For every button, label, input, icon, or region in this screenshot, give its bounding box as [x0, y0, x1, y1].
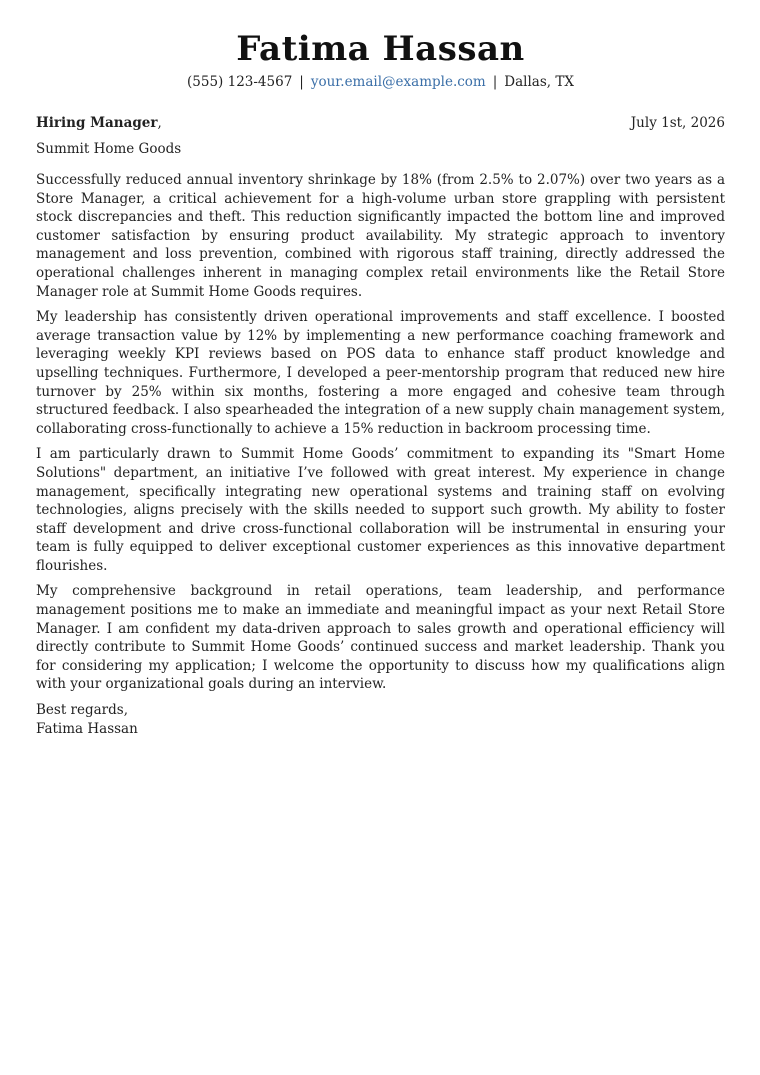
- company-name: Summit Home Goods: [36, 141, 182, 157]
- letter-date: July 1st, 2026: [630, 115, 725, 131]
- body-paragraph: My comprehensive background in retail operations, team leadership, and performance management positions me to make an immediate and meaningful impact as your next Retail Store Manager. I am confident my data-driven approach to sales growth and operational efficiency will directly contribute to Summit Home Goods’ continued success and market leadership. Thank you for considering my application; I welcome the opportunity to discuss how my qualifications align with your organizational goals during an interview.: [36, 583, 725, 693]
- location: Dallas, TX: [504, 74, 574, 90]
- recipient-block: [36, 114, 162, 132]
- closing-phrase: Best regards,: [36, 702, 129, 719]
- closing-block: [36, 701, 725, 738]
- signature-name: Fatima Hassan: [36, 720, 138, 737]
- applicant-name: Fatima Hassan: [236, 29, 525, 69]
- recipient-suffix: ,: [157, 115, 162, 131]
- contact-separator: |: [492, 74, 498, 90]
- recipient-name: Hiring Manager: [36, 115, 158, 131]
- cover-letter-page: [36, 0, 725, 738]
- letter-body: [36, 171, 725, 694]
- salutation-row: [36, 114, 725, 132]
- body-paragraph: My leadership has consistently driven operational improvements and staff excellence. I boosted average transaction value by 12% by implementing a new performance coaching framework and leveraging weekly KPI reviews based on POS data to enhance staff product knowledge and upselling techniques. Furthermore, I developed a peer-mentorship program that reduced new hire turnover by 25% within six months, fostering a more engaged and cohesive team through structured feedback. I also spearheaded the integration of a new supply chain management system, collaborating cross-functionally to achieve a 15% reduction in backroom processing time.: [36, 309, 725, 437]
- contact-line: [36, 73, 725, 91]
- contact-separator: |: [299, 74, 304, 90]
- body-paragraph: Successfully reduced annual inventory shrinkage by 18% (from 2.5% to 2.07%) over two years as a Store Manager, a critical achievement for a high-volume urban store grappling with persistent stock discrepancies and theft. This reduction significantly impacted the bottom line and improved customer satisfaction by ensuring product availability. My strategic approach to inventory management and loss prevention, combined with rigorous staff training, directly addressed the operational challenges inherent in managing complex retail environments like the Retail Store Manager role at Summit Home Goods requires.: [36, 172, 725, 300]
- phone-number: (555) 123-4567: [187, 74, 293, 90]
- email-link[interactable]: your.email@example.com: [310, 74, 486, 90]
- body-paragraph: I am particularly drawn to Summit Home Goods’ commitment to expanding its "Smart Home Solutions" department, an initiative I’ve followed with great interest. My experience in change management, specifically integrating new operational systems and training staff on evolving technologies, aligns precisely with the skills needed to support such growth. My ability to foster staff development and drive cross-functional collaboration will be instrumental in ensuring your team is fully equipped to deliver exceptional customer experiences as this innovative department flourishes.: [36, 446, 725, 574]
